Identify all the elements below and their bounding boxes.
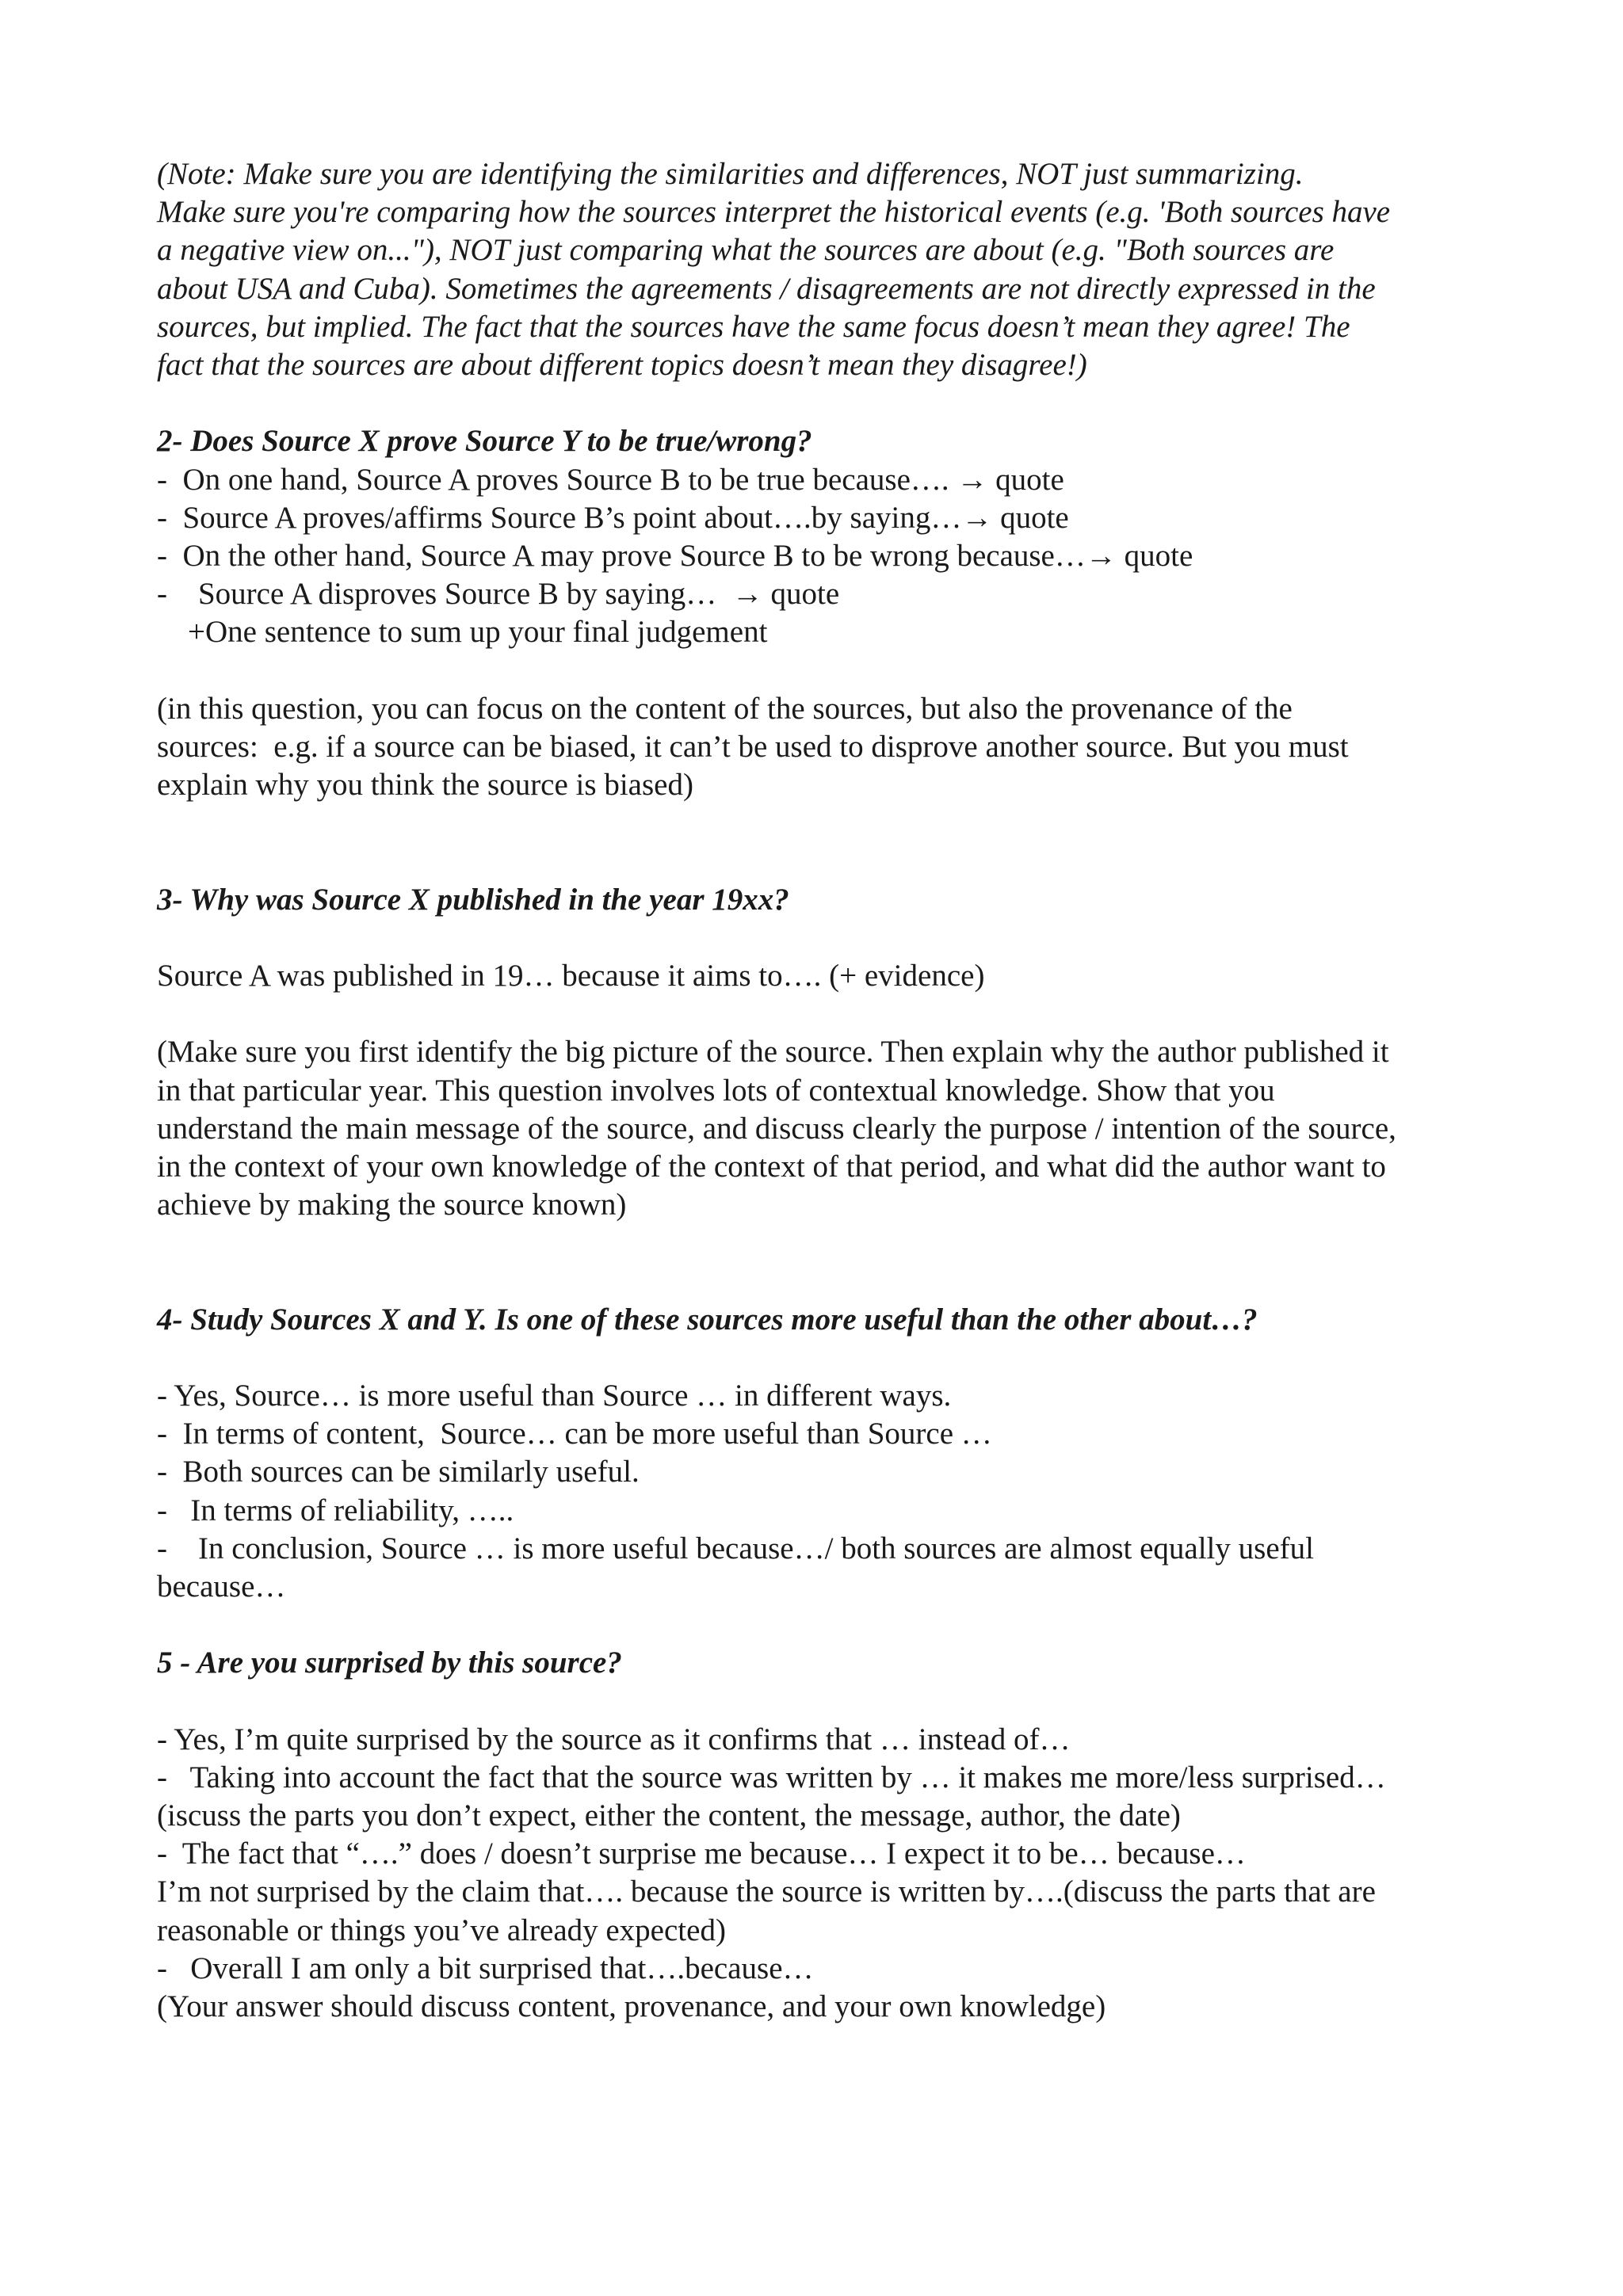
note-line: about USA and Cuba). Sometimes the agreements / disagreements are not directly expressed in the: [157, 271, 1376, 306]
list-item: because…: [157, 1569, 286, 1604]
list-item: - Source A proves/affirms Source B’s point about….by saying…→ quote: [157, 500, 1069, 535]
list-item: I’m not surprised by the claim that…. because the source is written by….(discuss the parts that are: [157, 1875, 1376, 1909]
section-heading: 5 - Are you surprised by this source?: [157, 1646, 622, 1680]
section-q5: [157, 1644, 1504, 2026]
list-item: - In terms of content, Source… can be more useful than Source …: [157, 1417, 992, 1451]
list-item: - Both sources can be similarly useful.: [157, 1455, 640, 1489]
note-line: understand the main message of the source, and discuss clearly the purpose / intention of the source,: [157, 1111, 1396, 1146]
note-line: sources, but implied. The fact that the sources have the same focus doesn’t mean they agree! The: [157, 309, 1350, 344]
note-line: fact that the sources are about different topics doesn’t mean they disagree!): [157, 347, 1087, 382]
spacer: [157, 1224, 1504, 1300]
spacer: [157, 1339, 1504, 1377]
spacer: [157, 1606, 1504, 1644]
note-line: (Note: Make sure you are identifying the similarities and differences, NOT just summarizing.: [157, 157, 1304, 191]
note-line: explain why you think the source is biased): [157, 768, 693, 802]
intro-note: [157, 155, 1504, 384]
list-item: (iscuss the parts you don’t expect, either the content, the message, author, the date): [157, 1798, 1181, 1833]
section-heading: 4- Study Sources X and Y. Is one of these sources more useful than the other about…?: [157, 1302, 1258, 1337]
list-item: - Yes, I’m quite surprised by the source as it confirms that … instead of…: [157, 1722, 1071, 1756]
section-q3: [157, 881, 1504, 1225]
list-item: (Your answer should discuss content, provenance, and your own knowledge): [157, 1989, 1106, 2024]
list-item: - On the other hand, Source A may prove Source B to be wrong because…→ quote: [157, 538, 1193, 573]
document-page: [157, 155, 1504, 2026]
note-line: (Make sure you first identify the big picture of the source. Then explain why the author published it: [157, 1035, 1389, 1070]
spacer: [157, 804, 1504, 880]
spacer: [157, 995, 1504, 1033]
note-line: a negative view on..."), NOT just comparing what the sources are about (e.g. "Both sources are: [157, 233, 1335, 268]
spacer: [157, 1683, 1504, 1721]
list-item: - In conclusion, Source … is more useful because…/ both sources are almost equally useful: [157, 1531, 1314, 1566]
spacer: [157, 651, 1504, 689]
list-item: +One sentence to sum up your final judgement: [157, 615, 768, 650]
note-line: in the context of your own knowledge of the context of that period, and what did the author want to: [157, 1149, 1386, 1184]
spacer: [157, 919, 1504, 957]
note-line: (in this question, you can focus on the content of the sources, but also the provenance of the: [157, 691, 1293, 726]
answer-line: Source A was published in 19… because it aims to…. (+ evidence): [157, 958, 985, 993]
section-heading: 2- Does Source X prove Source Y to be true/wrong?: [157, 424, 812, 459]
note-line: achieve by making the source known): [157, 1188, 627, 1222]
list-item: - Source A disproves Source B by saying… → quote: [157, 577, 840, 612]
list-item: reasonable or things you’ve already expected): [157, 1913, 726, 1947]
note-line: in that particular year. This question involves lots of contextual knowledge. Show that you: [157, 1073, 1275, 1108]
list-item: - Taking into account the fact that the source was written by … it makes me more/less surprised…: [157, 1760, 1386, 1794]
spacer: [157, 384, 1504, 422]
list-item: - The fact that “….” does / doesn’t surprise me because… I expect it to be… because…: [157, 1836, 1246, 1871]
list-item: - In terms of reliability, …..: [157, 1493, 514, 1527]
note-line: sources: e.g. if a source can be biased, it can’t be used to disprove another source. But you must: [157, 729, 1349, 764]
list-item: - Yes, Source… is more useful than Source … in different ways.: [157, 1379, 952, 1413]
list-item: - Overall I am only a bit surprised that….because…: [157, 1951, 814, 1985]
section-q4: [157, 1301, 1504, 1607]
note-line: Make sure you're comparing how the sources interpret the historical events (e.g. 'Both sources have: [157, 195, 1391, 230]
section-q2: [157, 422, 1504, 804]
list-item: - On one hand, Source A proves Source B to be true because…. → quote: [157, 462, 1064, 497]
section-heading: 3- Why was Source X published in the year 19xx?: [157, 882, 789, 917]
